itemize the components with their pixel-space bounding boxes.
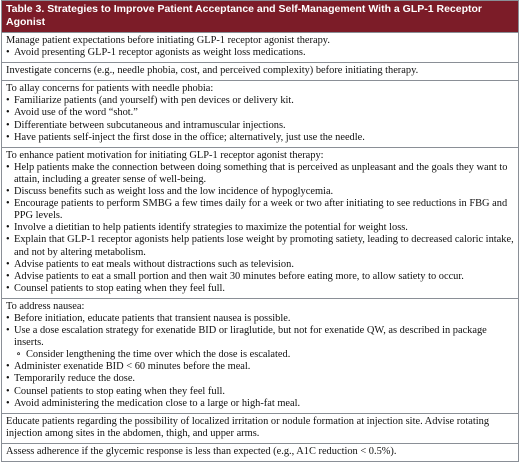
list-item: • Advise patients to eat meals without distractions such as television. [6, 259, 514, 271]
section-intro: Assess adherence if the glycemic response is less than expected (e.g., A1C reduction < 0.5%). [6, 445, 397, 457]
list-item: • Differentiate between subcutaneous and intramuscular injections. [6, 120, 514, 132]
list-item: • Help patients make the connection between doing something that is perceived as unpleasant and the goals they want to attain, including a greater sense of well-being. [6, 162, 514, 186]
section-intro: To allay concerns for patients with needle phobia: [6, 83, 214, 95]
list-item: • Counsel patients to stop eating when they feel full. [6, 283, 514, 295]
section-intro: Educate patients regarding the possibility of localized irritation or nodule formation at injection site. Advise rotating injection among sites in the abdomen, thigh, and upper arms. [6, 415, 490, 439]
list-item: • Avoid use of the word “shot.” [6, 107, 514, 119]
list-item: • Avoid presenting GLP-1 receptor agonists as weight loss medications. [6, 47, 514, 59]
list-item: • Before initiation, educate patients that transient nausea is possible. [6, 313, 514, 325]
section-manage-expectations [2, 32, 518, 62]
list-item: • Involve a dietitian to help patients identify strategies to maximize the potential for weight loss. [6, 222, 514, 234]
list-item: • Explain that GLP-1 receptor agonists help patients lose weight by promoting satiety, leading to decreased caloric intake, and not by altering metabolism. [6, 234, 514, 258]
list-item: • Advise patients to eat a small portion and then wait 30 minutes before eating more, to allow satiety to occur. [6, 271, 514, 283]
section-intro: Manage patient expectations before initiating GLP-1 receptor agonist therapy. [6, 35, 330, 46]
bullet-list [6, 95, 514, 143]
list-item: • Temporarily reduce the dose. [6, 373, 514, 385]
list-item: • Avoid administering the medication close to a large or high-fat meal. [6, 398, 514, 410]
table-title: Table 3. Strategies to Improve Patient Acceptance and Self-Management With a GLP-1 Receptor Agonist [2, 1, 518, 32]
section-intro: Investigate concerns (e.g., needle phobia, cost, and perceived complexity) before initiating therapy. [6, 65, 419, 77]
section-assess-adherence [2, 443, 518, 461]
sub-list-item: ∘ Consider lengthening the time over which the dose is escalated. [6, 349, 514, 361]
section-patient-motivation [2, 147, 518, 298]
section-needle-phobia [2, 80, 518, 146]
section-intro: To address nausea: [6, 300, 85, 312]
strategies-table [1, 0, 519, 462]
list-item: • Have patients self-inject the first dose in the office; alternatively, just use the needle. [6, 132, 514, 144]
bullet-list [6, 47, 514, 59]
list-item: • Encourage patients to perform SMBG a few times daily for a week or two after initiating to see reductions in FBG and PPG levels. [6, 198, 514, 222]
bullet-list [6, 313, 514, 410]
list-item: • Use a dose escalation strategy for exenatide BID or liraglutide, but not for exenatide QW, as described in package inserts. [6, 325, 514, 349]
section-address-nausea [2, 298, 518, 413]
bullet-list [6, 162, 514, 295]
list-item: • Administer exenatide BID < 60 minutes before the meal. [6, 361, 514, 373]
list-item: • Discuss benefits such as weight loss and the low incidence of hypoglycemia. [6, 186, 514, 198]
list-item: • Counsel patients to stop eating when they feel full. [6, 386, 514, 398]
list-item: • Familiarize patients (and yourself) with pen devices or delivery kit. [6, 95, 514, 107]
section-injection-site [2, 413, 518, 443]
section-investigate-concerns [2, 62, 518, 80]
section-intro: To enhance patient motivation for initiating GLP-1 receptor agonist therapy: [6, 149, 324, 161]
